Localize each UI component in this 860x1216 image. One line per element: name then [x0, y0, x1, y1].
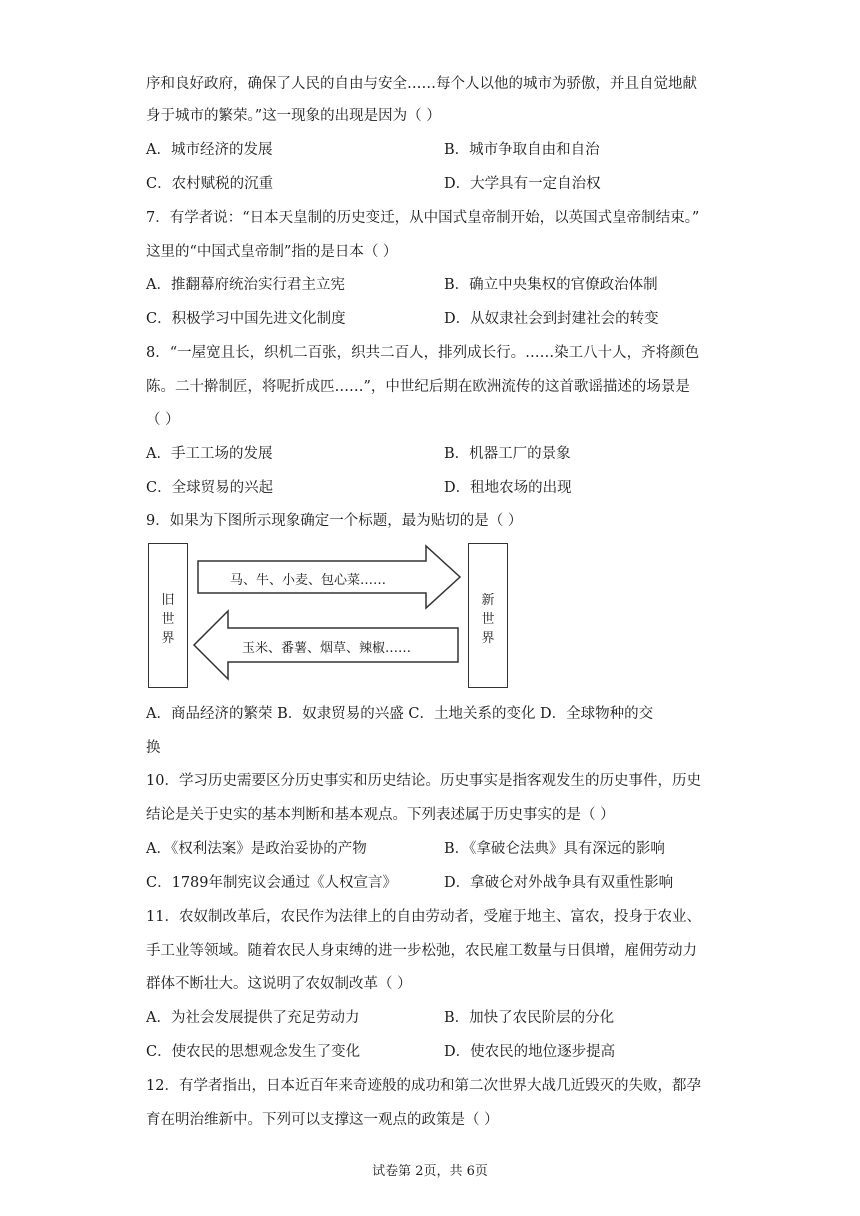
q7-option-b[interactable]: B．确立中央集权的官僚政治体制	[444, 277, 658, 293]
q8-option-d[interactable]: D．租地农场的出现	[444, 480, 572, 496]
q9-options-wrap: 换	[146, 740, 161, 756]
q7-option-d[interactable]: D．从奴隶社会到封建社会的转变	[444, 311, 659, 327]
q7-text-line-1: 7．有学者说：“日本天皇制的历史变迁，从中国式皇帝制开始，以英国式皇帝制结束。”	[146, 210, 700, 226]
q11-text-line-3: 群体不断壮大。这说明了农奴制改革（ ）	[146, 976, 412, 992]
q6-option-d[interactable]: D．大学具有一定自治权	[444, 176, 601, 192]
q11-option-b[interactable]: B．加快了农民阶层的分化	[444, 1010, 615, 1026]
q11-option-d[interactable]: D．使农民的地位逐步提高	[444, 1044, 616, 1060]
q6-option-c[interactable]: C．农村赋税的沉重	[146, 176, 274, 192]
q7-text-line-2: 这里的“中国式皇帝制”指的是日本（ ）	[146, 244, 398, 260]
old-world-label: 旧 世 界	[161, 593, 175, 646]
new-world-label: 新 世 界	[481, 593, 495, 646]
q6-text-line-1: 序和良好政府，确保了人民的自由与安全……每个人以他的城市为骄傲，并且自觉地献	[146, 76, 697, 92]
q11-text-line-2: 手工业等领域。随着农民人身束缚的进一步松弛，农民雇工数量与日俱增，雇佣劳动力	[146, 943, 697, 959]
q11-option-a[interactable]: A．为社会发展提供了充足劳动力	[146, 1010, 360, 1026]
q8-option-b[interactable]: B．机器工厂的景象	[444, 446, 571, 462]
q8-text-line-3: （ ）	[146, 412, 180, 428]
q8-text-line-2: 陈。二十擀制匠，将呢折成匹……”，中世纪后期在欧洲流传的这首歌谣描述的场景是	[146, 379, 690, 395]
q6-option-a[interactable]: A．城市经济的发展	[146, 142, 273, 158]
q9-text: 9．如果为下图所示现象确定一个标题，最为贴切的是（ ）	[146, 513, 523, 529]
q6-option-b[interactable]: B．城市争取自由和自治	[444, 142, 600, 158]
page-footer: 试卷第 2页，共 6页	[372, 1164, 488, 1179]
q10-text-line-1: 10．学习历史需要区分历史事实和历史结论。历史事实是指客观发生的历史事件，历史	[146, 773, 701, 789]
q10-text-line-2: 结论是关于史实的基本判断和基本观点。下列表述属于历史事实的是（ ）	[146, 807, 615, 823]
q12-text-line-2: 育在明治维新中。下列可以支撑这一观点的政策是（ ）	[146, 1112, 499, 1128]
q8-text-line-1: 8．“一屋宽且长，织机二百张，织共二百人，排列成长行。……染工八十人，齐将颜色	[146, 345, 700, 361]
q6-text-line-2: 身于城市的繁荣。”这一现象的出现是因为（ ）	[146, 108, 441, 124]
q7-option-c[interactable]: C．积极学习中国先进文化制度	[146, 311, 346, 327]
q10-option-a[interactable]: A．《权利法案》是政治妥协的产物	[146, 841, 367, 857]
q8-option-a[interactable]: A．手工工场的发展	[146, 446, 273, 462]
q11-option-c[interactable]: C．使农民的思想观念发生了变化	[146, 1044, 361, 1060]
q10-option-b[interactable]: B．《拿破仑法典》具有深远的影响	[444, 841, 665, 857]
q10-option-d[interactable]: D．拿破仑对外战争具有双重性影响	[444, 875, 674, 891]
q7-option-a[interactable]: A．推翻幕府统治实行君主立宪	[146, 277, 345, 293]
old-new-world-exchange-diagram	[148, 543, 508, 690]
old-to-new-items: 马、牛、小麦、包心菜……	[230, 573, 387, 588]
q9-options[interactable]: A．商品经济的繁荣 B．奴隶贸易的兴盛 C．土地关系的变化 D．全球物种的交	[146, 706, 654, 722]
exchange-arrows	[148, 543, 508, 690]
q11-text-line-1: 11．农奴制改革后，农民作为法律上的自由劳动者，受雇于地主、富农，投身于农业、	[146, 909, 701, 925]
q12-text-line-1: 12．有学者指出，日本近百年来奇迹般的成功和第二次世界大战几近毁灭的失败，都孕	[146, 1078, 701, 1094]
new-to-old-items: 玉米、番薯、烟草、辣椒……	[242, 641, 412, 656]
q8-option-c[interactable]: C．全球贸易的兴起	[146, 480, 274, 496]
q10-option-c[interactable]: C．1789年制宪议会通过《人权宣言》	[146, 875, 397, 891]
